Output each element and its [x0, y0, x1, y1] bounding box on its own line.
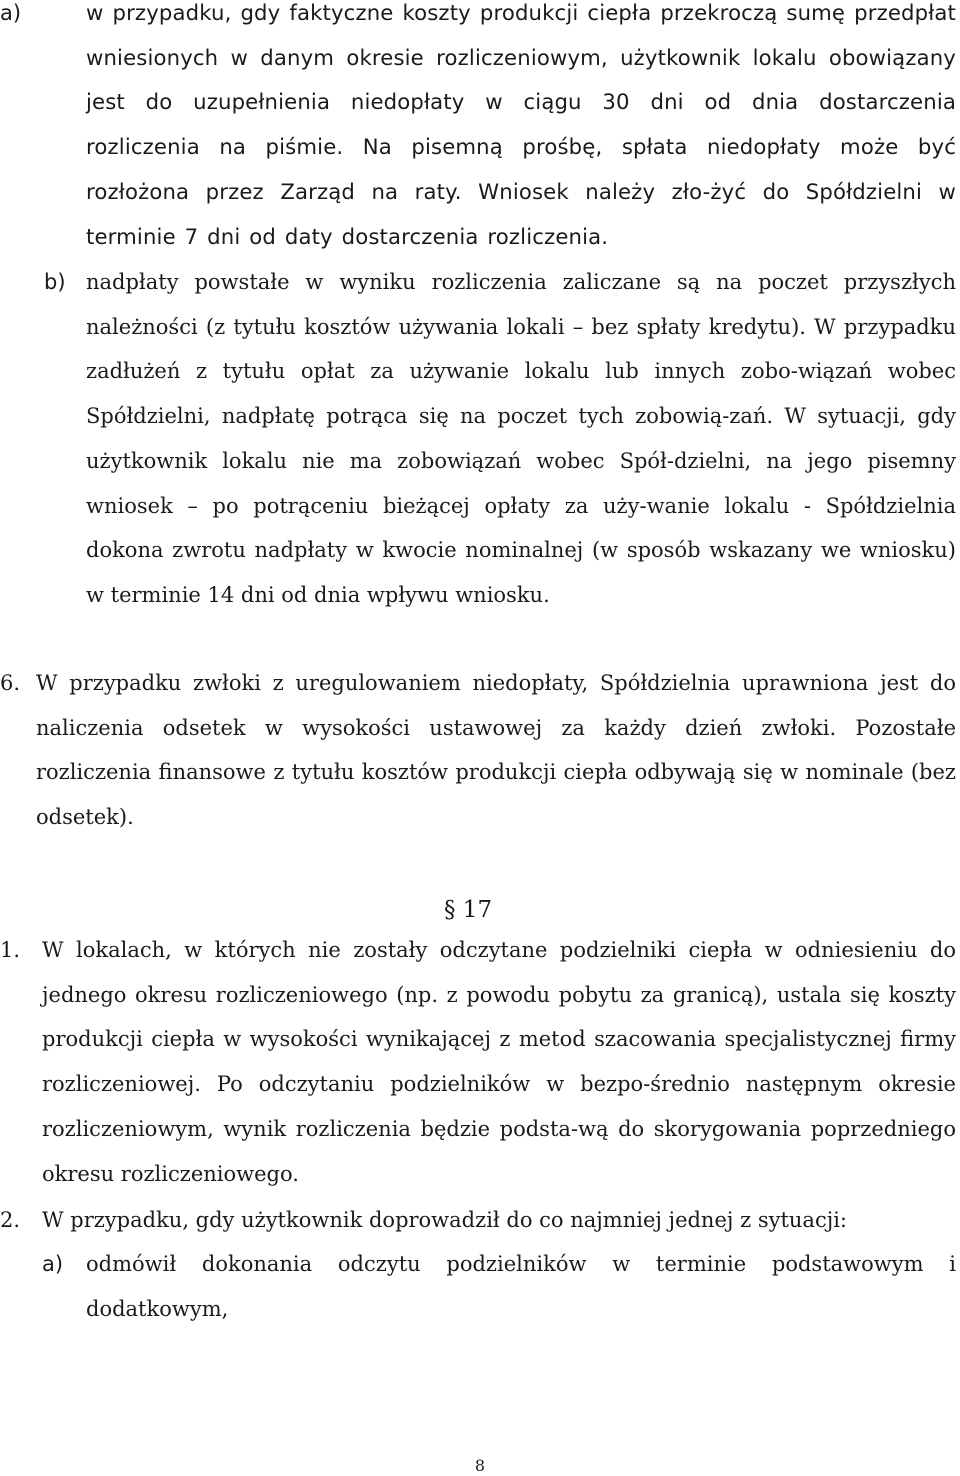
list-marker: a) — [0, 1, 22, 25]
page-number: 8 — [474, 1456, 486, 1475]
paragraph-text: w przypadku, gdy faktyczne koszty produkcji ciepła przekroczą sumę przedpłat wniesionych w danym okresie rozliczeniowym, użytkownik lokalu obowiązany jest do uzupełnienia niedopłaty w ciągu 30 dni od dnia dostarczenia rozliczenia na piśmie. Na pisemną prośbę, spłata niedopłaty może być rozłożona przez Zarząd na raty. Wniosek należy zło-żyć do Spółdzielni w terminie 7 dni od daty dostarczenia rozliczenia. — [86, 0, 956, 249]
paragraph-text: W lokalach, w których nie zostały odczytane podzielniki ciepła w odniesieniu do jednego okresu rozliczeniowego (np. z powodu pobytu za granicą), ustala się koszty produkcji ciepła w wysokości wynikającej z metod szacowania specjalistycznej firmy rozliczeniowej. Po odczytaniu podzielników w bezpo-średnio następnym okresie rozliczeniowym, wynik rozliczenia będzie podsta-wą do skorygowania poprzedniego okresu rozliczeniowego. — [42, 938, 956, 1186]
list-item-2 — [0, 1198, 956, 1243]
list-marker: 6. — [0, 671, 21, 695]
paragraph-text: W przypadku zwłoki z uregulowaniem niedopłaty, Spółdzielnia uprawniona jest do naliczenia odsetek w wysokości ustawowej za każdy dzień zwłoki. Pozostałe rozliczenia finansowe z tytułu kosztów produkcji ciepła odbywają się w nominale (bez odsetek). — [36, 671, 956, 830]
paragraph-text: nadpłaty powstałe w wyniku rozliczenia zaliczane są na poczet przyszłych należności (z tytułu kosztów używania lokali – bez spłaty kredytu). W przypadku zadłużeń z tytułu opłat za używanie lokalu lub innych zobo-wiązań wobec Spółdzielni, nadpłatę potrąca się na poczet tych zobowią-zań. W sytuacji, gdy użytkownik lokalu nie ma zobowiązań wobec Spół-dzielni, na jego pisemny wniosek – po potrąceniu bieżącej opłaty za uży-wanie lokalu - Spółdzielnia dokona zwrotu nadpłaty w kwocie nominalnej (w sposób wskazany we wniosku) w terminie 14 dni od dnia wpływu wniosku. — [86, 270, 956, 607]
paragraph-text: odmówił dokonania odczytu podzielników w terminie podstawowym i dodatkowym, — [86, 1252, 956, 1321]
list-item-b-overpayment — [44, 260, 956, 618]
list-marker: b) — [44, 270, 66, 294]
list-item-6 — [0, 661, 956, 840]
list-item-2a — [42, 1242, 956, 1331]
list-marker: 1. — [0, 938, 21, 962]
list-marker: 2. — [0, 1208, 21, 1232]
list-item-a-underpayment — [0, 0, 956, 259]
paragraph-text: W przypadku, gdy użytkownik doprowadził do co najmniej jednej z sytuacji: — [42, 1208, 848, 1232]
list-marker: a) — [42, 1252, 64, 1276]
list-item-1 — [0, 928, 956, 1196]
section-heading: § 17 — [444, 897, 493, 923]
